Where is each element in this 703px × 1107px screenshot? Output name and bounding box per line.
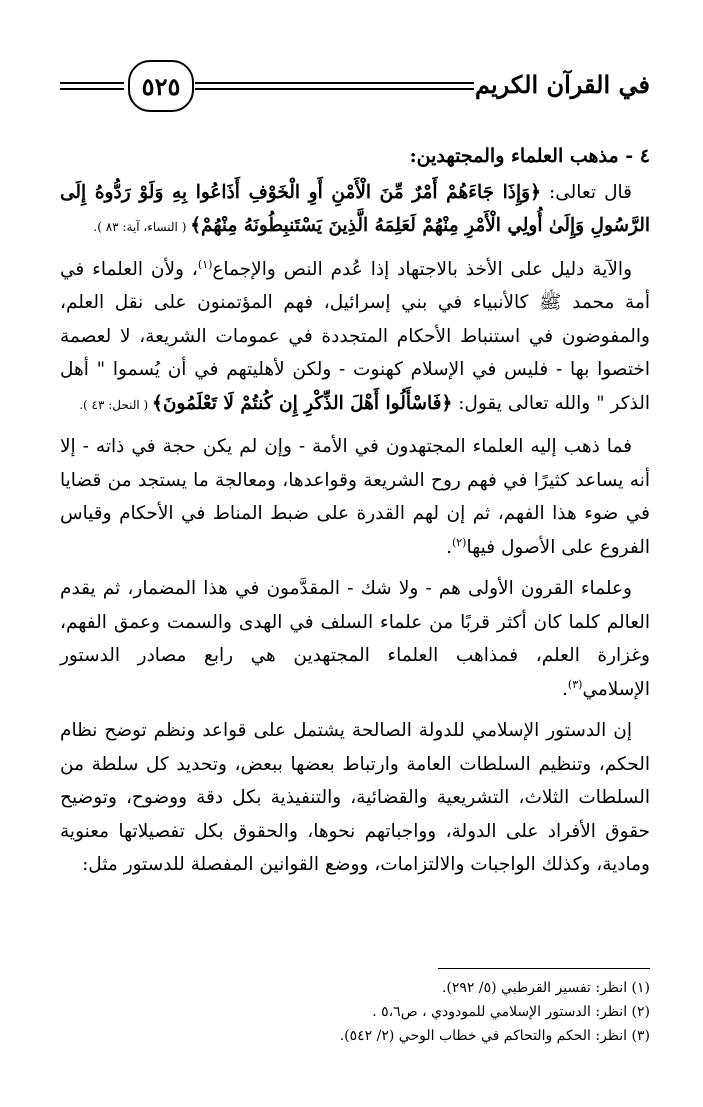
- paragraph-5: [60, 714, 650, 882]
- paragraph-1: [60, 176, 650, 245]
- p4-text-2: .: [562, 678, 568, 700]
- page-header: [60, 58, 650, 120]
- header-rule-middle: [195, 82, 474, 84]
- section-heading: ٤ - مذهب العلماء والمجتهدين:: [409, 145, 650, 167]
- header-rule-middle-2: [195, 88, 474, 90]
- p5-text: إن الدستور الإسلامي للدولة الصالحة يشتمل على قواعد ونظم توضح نظام الحكم، وتنظيم السلطات العامة وارتباط بعضها ببعض، وتحديد كل سلطة من السلطات الثلاث، التشريعية والقضائية، والتنفيذية بكل دقة ووضوح، وتوضيح حقوق الأفراد على الدولة، وواجباتهم نحوها، والحقوق بكل تفصيلاتها معنوية ومادية، وكذلك الواجبات والالتزامات، ووضع القوانين المفصلة للدستور مثل:: [60, 720, 650, 875]
- paragraph-2: [60, 253, 650, 423]
- paragraph-3: [60, 430, 650, 564]
- page-number: ٥٢٥: [141, 71, 181, 101]
- p4-text-1: وعلماء القرون الأولى هم - ولا شك - المقدَّمون في هذا المضمار، ثم يقدم العالم كلما كان أكثر قربًا من علماء السلف في الهدى والسمت وعمق الفهم، وغزارة العلم، فمذاهب العلماء المجتهدين هي رابع مصادر الدستور الإسلامي: [60, 578, 650, 700]
- quran-verse-2: ﴿فَاسْأَلُوا أَهْلَ الذِّكْرِ إِن كُنتُمْ لَا تَعْلَمُونَ﴾: [152, 392, 453, 414]
- header-rule-left: [60, 82, 124, 84]
- p3-text-1: فما ذهب إليه العلماء المجتهدون في الأمة - وإن لم يكن حجة في ذاته - إلا أنه يساعد كثيرًا في فهم روح الشريعة وقواعدها، ومعالجة ما يستجد من قضايا في ضوء هذا الفهم، ثم إن لهم القدرة على ضبط المناط في الأحكام وقياس الفروع على الأصول فيها: [60, 436, 650, 558]
- footnotes: [60, 976, 650, 1048]
- quran-verse-1: ﴿وَإِذَا جَاءَهُمْ أَمْرٌ مِّنَ الْأَمْنِ أَوِ الْخَوْفِ أَذَاعُوا بِهِ وَلَوْ رَدُّوهُ إِلَى الرَّسُولِ وَإِلَىٰ أُولِي الْأَمْرِ مِنْهُمْ لَعَلِمَهُ الَّذِينَ يَسْتَنبِطُونَهُ مِنْهُمْ﴾: [60, 181, 650, 236]
- footnote-3: (٣) انظر: الحكم والتحاكم في خطاب الوحي (٢/ ٥٤٢).: [339, 1028, 650, 1044]
- footnote-1: (١) انظر: تفسير القرطبي (٥/ ٢٩٢).: [441, 980, 650, 996]
- header-rule-left-2: [60, 88, 124, 90]
- footnote-marker-1: (١): [197, 257, 213, 271]
- p3-text-2: .: [446, 536, 452, 558]
- footnote-marker-2: (٢): [451, 535, 467, 549]
- page-body: [60, 140, 650, 890]
- p2-text-2: ، ولأن العلماء في أمة محمد ﷺ كالأنبياء في بني إسرائيل، فهم المؤتمنون على نقل العلم، والمفوضون في استنباط الأحكام المتجددة في عمومات الشريعة، لا لعصمة اختصوا بها - فليس في الإسلام كهنوت - ولكن لأهليتهم في أن يُسموا " أهل الذكر " والله تعالى يقول:: [60, 258, 650, 414]
- footnote-2: (٢) انظر: الدستور الإسلامي للمودودي ، ص٥،٦ .: [372, 1004, 650, 1020]
- verse-ref-2: ( النحل: ٤٣ ).: [79, 397, 153, 412]
- footnote-marker-3: (٣): [567, 677, 583, 691]
- running-title: في القرآن الكريم: [475, 70, 650, 99]
- verse-ref-1: ( النساء، آية: ٨٣ ).: [93, 220, 191, 234]
- page-number-badge: [128, 60, 194, 112]
- paragraph-4: [60, 572, 650, 706]
- p1-lead: قال تعالى:: [540, 181, 632, 203]
- footnote-separator: [438, 968, 650, 969]
- p2-text-1: والآية دليل على الأخذ بالاجتهاد إذا عُدم النص والإجماع: [212, 258, 632, 280]
